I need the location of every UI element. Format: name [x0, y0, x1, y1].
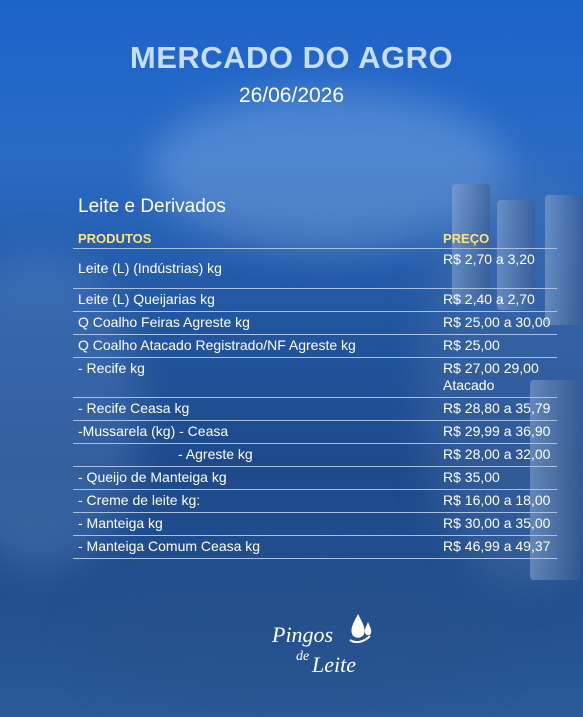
price-cell: R$ 25,00 a 30,00: [438, 312, 557, 335]
price-cell: R$ 27,00 29,00 Atacado: [438, 358, 557, 398]
table-row: [73, 444, 557, 467]
table-row: [73, 358, 557, 398]
table-row: [73, 335, 557, 358]
table-row: [73, 312, 557, 335]
page-title: MERCADO DO AGRO: [129, 40, 454, 75]
page-date: 26/06/2026: [238, 84, 345, 107]
product-cell: - Recife Ceasa kg: [73, 398, 438, 421]
logo-text-pingos: Pingos: [272, 622, 334, 647]
section-title: Leite e Derivados: [78, 196, 226, 217]
product-cell: Q Coalho Feiras Agreste kg: [73, 312, 438, 335]
table-row: [73, 490, 557, 513]
price-cell: R$ 16,00 a 18,00: [438, 490, 557, 513]
product-cell: Q Coalho Atacado Registrado/NF Agreste kg: [73, 335, 438, 358]
table-row: [73, 398, 557, 421]
product-cell: - Recife kg: [73, 358, 438, 398]
table-header-row: [73, 230, 557, 249]
table-row: [73, 513, 557, 536]
price-cell: R$ 2,40 a 2,70: [438, 289, 557, 312]
product-cell: -Mussarela (kg) - Ceasa: [73, 421, 438, 444]
price-cell: R$ 28,80 a 35,79: [438, 398, 557, 421]
price-cell: R$ 35,00: [438, 467, 557, 490]
milk-drop-icon: [350, 614, 371, 642]
table-row: [73, 289, 557, 312]
price-cell: R$ 30,00 a 35,00: [438, 513, 557, 536]
product-cell: - Queijo de Manteiga kg: [73, 467, 438, 490]
column-header-price: PREÇO: [438, 230, 557, 249]
price-cell: R$ 46,99 a 49,37: [438, 536, 557, 559]
price-cell: R$ 25,00: [438, 335, 557, 358]
price-cell: R$ 28,00 a 32,00: [438, 444, 557, 467]
table-row: [73, 536, 557, 559]
product-cell: - Creme de leite kg:: [73, 490, 438, 513]
product-cell: - Agreste kg: [73, 444, 438, 467]
price-cell: R$ 29,99 a 36,90: [438, 421, 557, 444]
pingos-de-leite-logo: [266, 610, 376, 680]
product-cell: - Manteiga Comum Ceasa kg: [73, 536, 438, 559]
column-header-products: PRODUTOS: [73, 230, 438, 249]
product-cell: - Manteiga kg: [73, 513, 438, 536]
logo-text-de: de: [296, 649, 310, 664]
table-row: [73, 421, 557, 444]
logo-text-leite: Leite: [312, 652, 356, 677]
product-cell: Leite (L) Queijarias kg: [73, 289, 438, 312]
table-row: [73, 249, 557, 289]
product-cell: Leite (L) (Indústrias) kg: [73, 249, 438, 289]
price-table: [73, 230, 557, 559]
price-cell: R$ 2,70 a 3,20: [438, 249, 557, 289]
table-row: [73, 467, 557, 490]
